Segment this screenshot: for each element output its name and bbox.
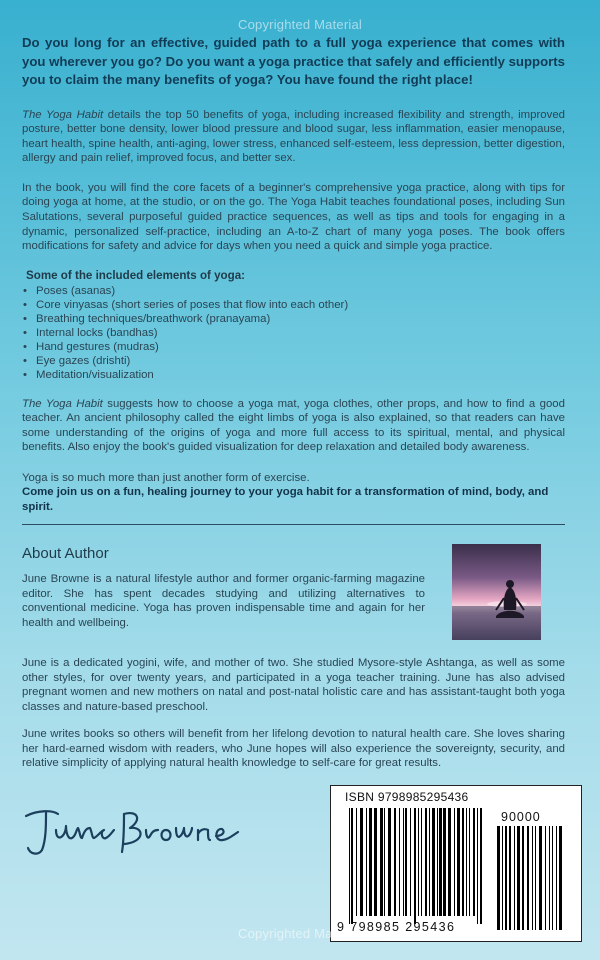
barcode-bar: [410, 808, 411, 916]
isbn-label: ISBN 9798985295436: [345, 790, 469, 804]
bullet-icon: •: [23, 355, 27, 368]
barcode-bar: [437, 808, 438, 916]
barcode-bar: [462, 808, 464, 916]
barcode-bar: [421, 808, 422, 916]
elements-list-title: Some of the included elements of yoga:: [26, 268, 246, 282]
barcode-bar: [384, 808, 385, 916]
isbn-barcode: [330, 785, 582, 942]
about-author-heading: About Author: [22, 545, 109, 562]
book-title-italic: The Yoga Habit: [22, 397, 103, 410]
barcode-bar: [509, 826, 511, 930]
barcode-bar: [425, 808, 427, 916]
price-code: 90000: [501, 810, 541, 824]
barcode-bar: [349, 808, 350, 924]
barcode-bar: [469, 808, 470, 916]
barcode-bar: [432, 808, 435, 916]
elements-list: [22, 284, 565, 383]
back-cover-text: [22, 34, 565, 515]
barcode-bar: [439, 808, 442, 916]
barcode-bar: [454, 808, 455, 916]
bullet-icon: •: [23, 298, 27, 311]
barcode-bar: [399, 808, 400, 916]
ean-digits: 9 798985 295436: [337, 920, 456, 934]
barcode-bar: [539, 826, 542, 930]
author-bio-paragraph: June Browne is a natural lifestyle author and former organic-farming magazine editor. She has spent decades studying and utilizing alternatives to conventional medicine. Yoga has proven indispensable time and again for her health and wellbeing.: [22, 573, 425, 629]
barcode-bar: [532, 826, 533, 930]
barcode-bar: [480, 808, 482, 924]
barcode-bar: [448, 808, 451, 916]
author-mission-paragraph: June writes books so others will benefit from her lifelong devotion to natural health care. She loves sharing her hard-earned wisdom with readers, who June hopes will also experience the sovereignty, security, and relative simplicity of applying natural health knowledge to self-care for great results.: [22, 728, 565, 770]
barcode-bar: [522, 826, 524, 930]
author-training-paragraph: June is a dedicated yogini, wife, and mother of two. She studied Mysore-style Ashtanga, as well as some other styles, for over twenty years, and participated in a yoga teacher training. June has also advised pregnant women and new mothers on natal and post-natal holistic care and has assistant-taught both yoga classes and nature-based preschool.: [22, 657, 565, 713]
barcode-bar: [514, 826, 515, 930]
barcode-bar: [517, 826, 520, 930]
barcode-bar: [556, 826, 557, 930]
author-photo: [452, 544, 541, 640]
barcode-bar: [545, 826, 546, 930]
barcode-bars: [331, 786, 581, 941]
barcode-bar: [466, 808, 467, 916]
watermark-top: Copyrighted Material: [238, 17, 362, 32]
philosophy-paragraph: [22, 397, 565, 455]
barcode-bar: [405, 808, 407, 916]
barcode-bar: [502, 826, 503, 930]
list-item: • Internal locks (bandhas): [23, 327, 158, 340]
barcode-bar: [429, 808, 430, 916]
barcode-bar: [403, 808, 404, 916]
barcode-bar: [394, 808, 396, 916]
barcode-bar: [457, 808, 460, 916]
bullet-icon: •: [23, 327, 27, 340]
list-item: • Hand gestures (mudras): [23, 341, 159, 354]
list-item: • Breathing techniques/breathwork (pranayama): [23, 313, 271, 326]
list-item: • Core vinyasas (short series of poses that flow into each other): [23, 298, 349, 311]
benefits-paragraph: [22, 108, 565, 166]
philosophy-text: suggests how to choose a yoga mat, yoga clothes, other props, and how to find a good teacher. An ancient philosophy called the eight limbs of yoga is also explained, so that readers can have some understanding of the origins of yoga and more full access to its spiritual, mental, and physical benefits. Also enjoy the book's guided visualization for deep relaxation and detailed body awareness.: [22, 397, 565, 454]
barcode-bar: [388, 808, 391, 916]
barcode-bar: [552, 826, 553, 930]
barcode-bar: [374, 808, 377, 916]
author-signature: [20, 796, 240, 866]
book-title-italic: The Yoga Habit: [22, 108, 104, 121]
watermark-bottom: Copyrighted Material: [238, 926, 362, 941]
barcode-bar: [351, 808, 353, 924]
barcode-bar: [473, 808, 475, 916]
benefits-text: details the top 50 benefits of yoga, including increased flexibility and strength, improved posture, better bone density, lower blood pressure and blood sugar, less inflammation, easier menopause, heart health, spine health, anti-aging, lower stress, enhanced self-esteem, less depression, better digestion, allergy and pain relief, improved focus, and better sex.: [22, 108, 566, 165]
barcode-bar: [418, 808, 419, 916]
list-item: • Eye gazes (drishti): [23, 355, 131, 368]
barcode-bar: [414, 808, 416, 924]
barcode-bar: [527, 826, 529, 930]
barcode-bar: [369, 808, 372, 916]
barcode-bar: [356, 808, 357, 916]
barcode-bar: [535, 826, 536, 930]
bullet-icon: •: [23, 369, 27, 382]
barcode-bar: [549, 826, 550, 930]
barcode-bar: [366, 808, 367, 916]
bullet-icon: •: [23, 341, 27, 354]
closing-statement: Come join us on a fun, healing journey to your yoga habit for a transformation of mind, body, and spirit.: [22, 486, 549, 514]
bullet-icon: •: [23, 284, 27, 297]
barcode-bar: [497, 826, 500, 930]
section-divider: [22, 524, 565, 525]
barcode-bar: [505, 826, 507, 930]
barcode-bar: [477, 808, 478, 924]
exercise-line: Yoga is so much more than just another form of exercise.: [22, 471, 310, 484]
barcode-bar: [380, 808, 383, 916]
barcode-bar: [443, 808, 446, 916]
barcode-bar: [360, 808, 363, 916]
list-item: • Poses (asanas): [23, 284, 116, 297]
list-item: • Meditation/visualization: [23, 369, 154, 382]
intro-paragraph: Do you long for an effective, guided path to a full yoga experience that comes with you wherever you go? Do you want a yoga practice that safely and efficiently supports you to claim the many benefits of yoga? You have found the right place!: [22, 35, 566, 87]
bullet-icon: •: [23, 313, 27, 326]
contents-paragraph: In the book, you will find the core facets of a beginner's comprehensive yoga practice, along with tips for doing yoga at home, at the studio, or on the go. The Yoga Habit teaches foundational poses, including Sun Salutations, several purposeful guided practice sequences, as well as tips and tools for engaging in a dynamic, personalized self-practice, including an A-to-Z chart of many yoga poses. The book offers modifications for safety and advice for days when you need a quick and simple yoga practice.: [22, 181, 565, 253]
barcode-bar: [559, 826, 562, 930]
